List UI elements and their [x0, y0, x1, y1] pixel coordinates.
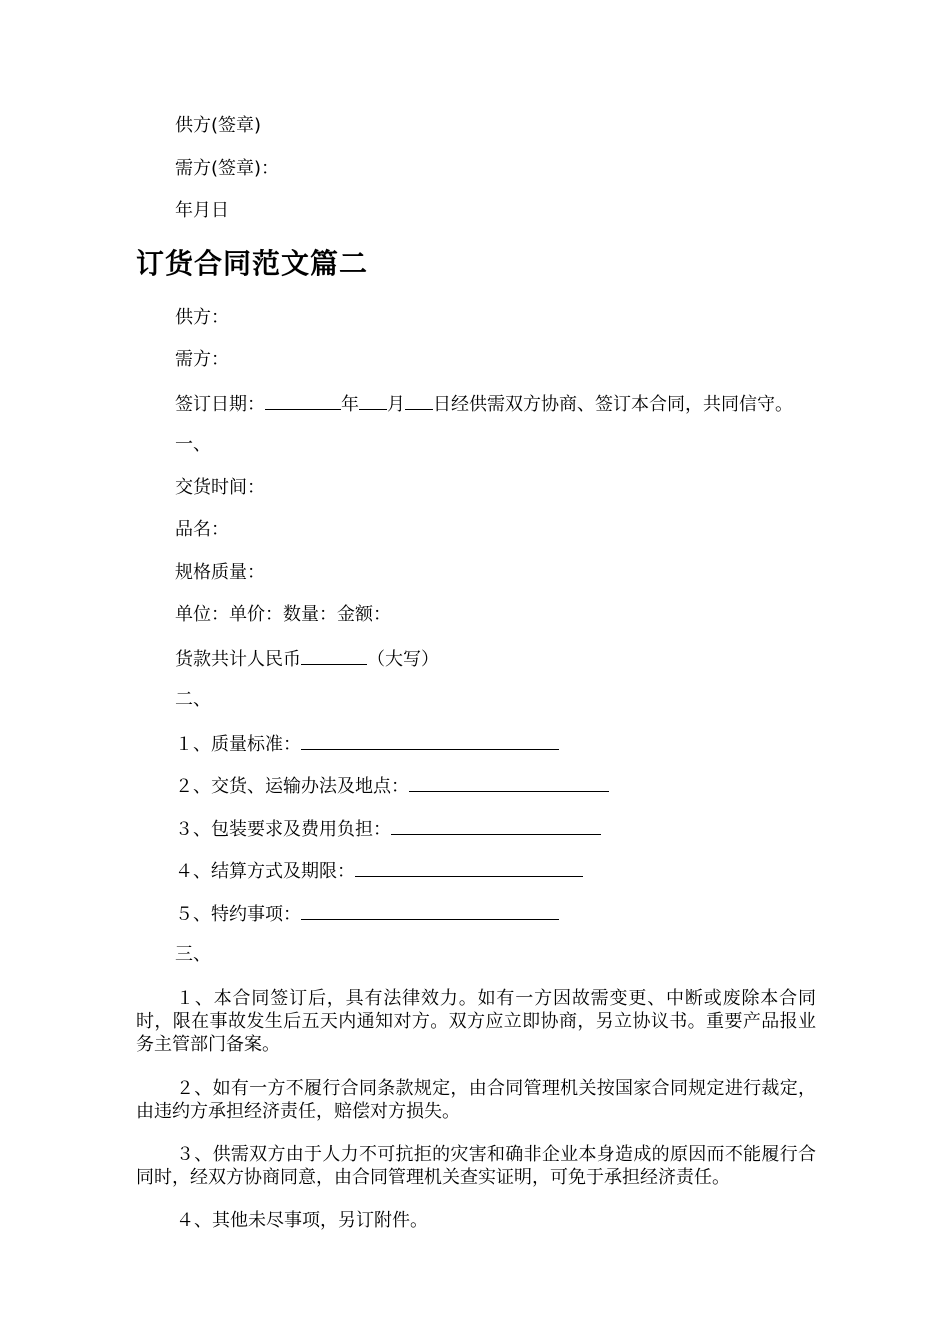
part-two-item: [175, 901, 559, 927]
unit-price-qty-field: 单位：单价：数量：金额：: [175, 604, 391, 625]
item-blank: [301, 901, 559, 920]
total-amount-line: [175, 646, 439, 672]
clause-paragraph: ２、如有一方不履行合同条款规定，由合同管理机关按国家合同规定进行裁定，由违约方承担经济责任，赔偿对方损失。: [136, 1078, 816, 1122]
item-blank: [355, 858, 583, 877]
month-label: 月: [387, 394, 405, 415]
total-label: 货款共计人民币: [175, 649, 301, 670]
item-label: ４、结算方式及期限：: [175, 861, 355, 882]
clause-paragraph: ４、其他未尽事项，另订附件。: [176, 1210, 428, 1231]
part-one-number: 一、: [175, 434, 211, 455]
item-label: ３、包装要求及费用负担：: [175, 819, 391, 840]
supplier-field: 供方：: [175, 307, 229, 328]
item-label: ２、交货、运输办法及地点：: [175, 776, 409, 797]
year-label: 年: [341, 394, 359, 415]
delivery-time-field: 交货时间：: [175, 477, 265, 498]
day-blank: [405, 391, 433, 410]
part-two-item: [175, 858, 583, 884]
product-name-field: 品名：: [175, 519, 229, 540]
sign-date-line: [175, 391, 793, 417]
part-three-number: 三、: [175, 944, 211, 965]
buyer-field: 需方：: [175, 349, 229, 370]
supplier-signature-line: 供方(签章): [175, 115, 262, 136]
part-two-item: [175, 773, 609, 799]
clause-paragraph: ３、供需双方由于人力不可抗拒的灾害和确非企业本身造成的原因而不能履行合同时，经双方协商同意，由合同管理机关查实证明，可免于承担经济责任。: [136, 1144, 816, 1188]
item-blank: [391, 816, 601, 835]
buyer-signature-line: 需方(签章)：: [175, 158, 280, 179]
item-blank: [301, 731, 559, 750]
item-label: １、质量标准：: [175, 734, 301, 755]
sign-date-label: 签订日期：: [175, 394, 265, 415]
section-title: 订货合同范文篇二: [136, 247, 369, 280]
part-two-number: 二、: [175, 689, 211, 710]
item-blank: [409, 773, 609, 792]
part-two-item: [175, 816, 601, 842]
part-two-item: [175, 731, 559, 757]
item-label: ５、特约事项：: [175, 904, 301, 925]
year-blank: [265, 391, 341, 410]
month-blank: [359, 391, 387, 410]
spec-quality-field: 规格质量：: [175, 562, 265, 583]
clause-paragraph: １、本合同签订后，具有法律效力。如有一方因故需变更、中断或废除本合同时，限在事故发生后五天内通知对方。双方应立即协商，另立协议书。重要产品报业务主管部门备案。: [136, 988, 816, 1055]
total-suffix: （大写）: [367, 649, 439, 670]
total-blank: [301, 646, 367, 665]
signature-date-line: 年月日: [175, 200, 229, 221]
day-text: 日经供需双方协商、签订本合同，共同信守。: [433, 394, 793, 415]
